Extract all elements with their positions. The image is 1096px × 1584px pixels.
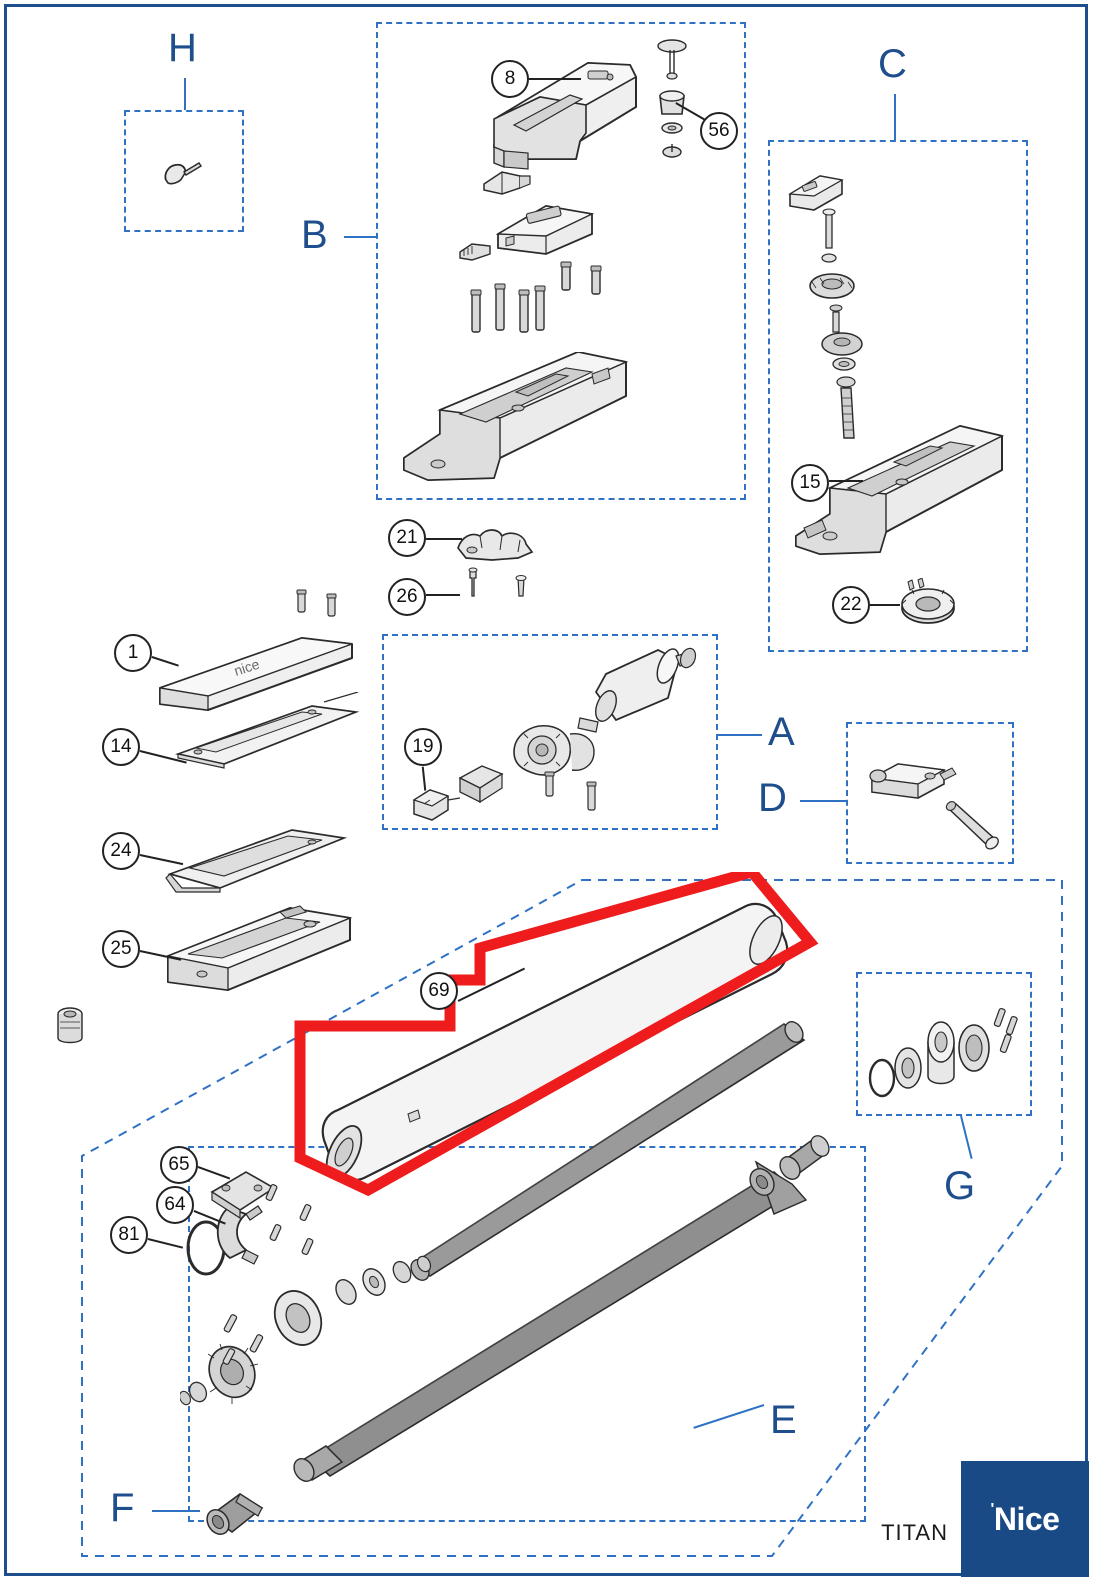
- part-D-bolt: [938, 798, 1008, 858]
- callout-line-21: [426, 538, 462, 540]
- group-label-H: H: [168, 26, 198, 70]
- part-E-pins: [222, 1308, 302, 1378]
- part-56-fastener-stack: [644, 32, 704, 172]
- callout-8[interactable]: 8: [491, 60, 529, 98]
- part-22-gear: [888, 578, 968, 632]
- part-E-collar: [738, 1158, 788, 1208]
- group-leader-C: [894, 94, 896, 140]
- group-label-E: E: [770, 1398, 798, 1442]
- brand-box: [961, 1461, 1089, 1577]
- callout-line-8: [529, 78, 581, 80]
- group-label-D: D: [758, 776, 788, 820]
- group-leader-A: [718, 734, 762, 736]
- part-H-pin: [158, 152, 206, 192]
- group-leader-B: [344, 236, 376, 238]
- callout-15[interactable]: 15: [791, 464, 829, 502]
- part-B-connector: [480, 160, 540, 200]
- part-21-bracket: [452, 518, 542, 566]
- part-B-screws: [462, 258, 622, 348]
- group-leader-H: [184, 78, 186, 110]
- callout-64[interactable]: 64: [156, 1186, 194, 1224]
- part-E-rod-lower: [286, 1158, 816, 1498]
- callout-81[interactable]: 81: [110, 1216, 148, 1254]
- callout-69[interactable]: 69: [420, 972, 458, 1010]
- callout-line-22: [870, 604, 900, 606]
- group-label-F: F: [110, 1486, 136, 1530]
- group-label-C: C: [878, 42, 908, 86]
- group-label-A: A: [768, 710, 796, 754]
- callout-25[interactable]: 25: [102, 930, 140, 968]
- callout-1[interactable]: 1: [114, 634, 152, 672]
- callout-line-26: [426, 594, 460, 596]
- callout-65[interactable]: 65: [160, 1146, 198, 1184]
- group-leader-D: [800, 800, 846, 802]
- part-left-screws: [292, 586, 348, 622]
- callout-56[interactable]: 56: [700, 112, 738, 150]
- callout-19[interactable]: 19: [404, 728, 442, 766]
- group-leader-F: [152, 1510, 200, 1512]
- brand-name: Nice: [993, 1500, 1060, 1537]
- part-19-switch: [404, 776, 464, 826]
- part-26-pin: [456, 566, 546, 606]
- callout-26[interactable]: 26: [388, 578, 426, 616]
- brand-logo: [991, 1501, 1060, 1538]
- part-A-screws: [536, 766, 616, 826]
- brand-tick: ': [990, 1500, 994, 1518]
- callout-14[interactable]: 14: [102, 728, 140, 766]
- group-label-G: G: [944, 1164, 977, 1208]
- part-B-chassis: [396, 352, 636, 492]
- model-label: TITAN: [881, 1520, 948, 1545]
- group-label-B: B: [301, 213, 329, 257]
- part-F-end-fitting: [196, 1478, 276, 1544]
- callout-24[interactable]: 24: [102, 832, 140, 870]
- callout-21[interactable]: 21: [388, 519, 426, 557]
- callout-line-15: [829, 480, 863, 482]
- part-B-control-module: [492, 196, 602, 260]
- callout-22[interactable]: 22: [832, 586, 870, 624]
- svg-text:nice: nice: [231, 655, 262, 679]
- part-14-plate: [172, 692, 362, 776]
- part-E-small-screws: [262, 1180, 332, 1266]
